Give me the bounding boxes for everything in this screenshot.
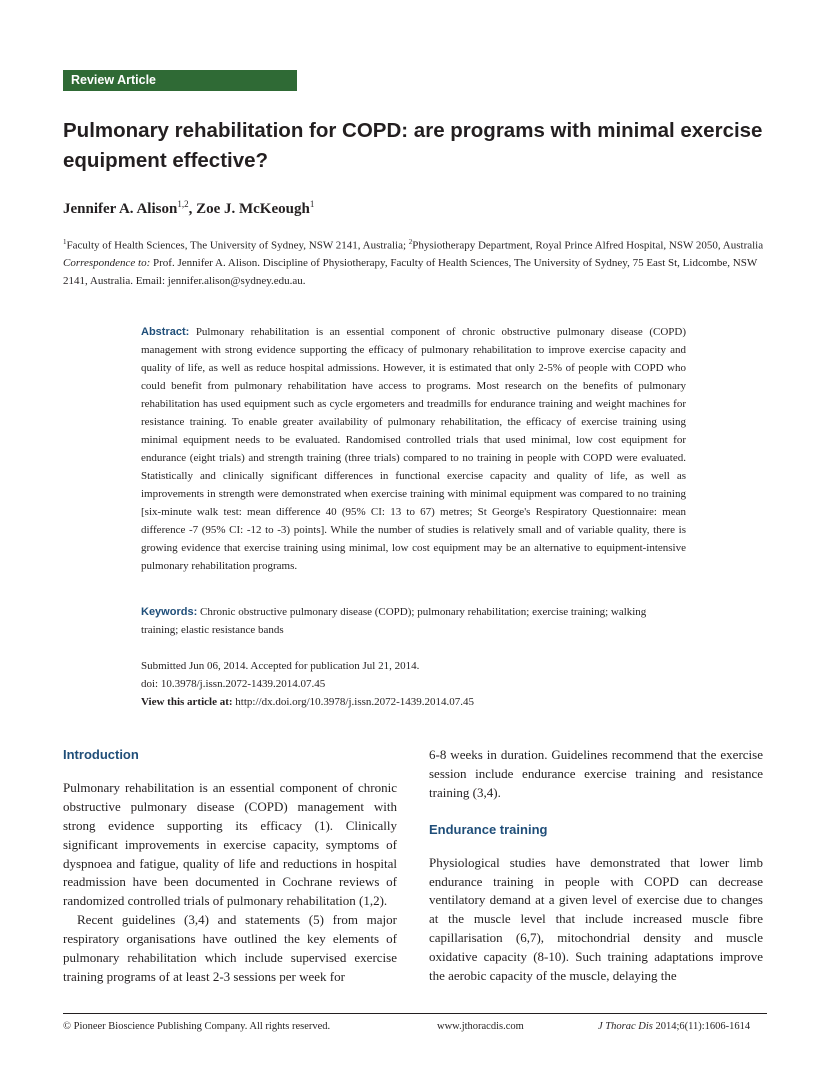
keywords-text: Chronic obstructive pulmonary disease (COPD); pulmonary rehabilitation; exercise training; walking training; elastic resistance bands bbox=[141, 606, 647, 636]
view-article-label: View this article at: bbox=[141, 696, 233, 708]
footer-divider bbox=[63, 1013, 767, 1014]
view-article-link[interactable]: http://dx.doi.org/10.3978/j.issn.2072-1439.2014.07.45 bbox=[232, 696, 475, 708]
submission-info bbox=[141, 657, 686, 711]
footer-citation bbox=[598, 1021, 750, 1032]
view-article-line bbox=[141, 693, 686, 711]
doi[interactable]: doi: 10.3978/j.issn.2072-1439.2014.07.45 bbox=[141, 678, 326, 690]
paragraph: Pulmonary rehabilitation is an essential component of chronic obstructive pulmonary disease (COPD) management with strong evidence supporting its efficacy (1). Clinically significant improvements in exercise capacity, symptoms of dyspnoea and fatigue, quality of life and reductions in hospital readmission have been documented in Cochrane reviews of randomized controlled trials of pulmonary rehabilitation (1,2). bbox=[63, 779, 397, 909]
author-separator: , bbox=[188, 201, 197, 217]
left-column bbox=[63, 746, 397, 987]
citation-details: 2014;6(11):1606-1614 bbox=[652, 1021, 751, 1032]
article-title: Pulmonary rehabilitation for COPD: are programs with minimal exercise equipment effective? bbox=[63, 119, 763, 172]
author-name[interactable]: Jennifer A. Alison bbox=[63, 201, 178, 217]
affiliation-number: 2 bbox=[408, 238, 413, 246]
article-type-badge: Review Article bbox=[63, 70, 297, 91]
keywords-label: Keywords: bbox=[141, 606, 198, 618]
section-heading-introduction: Introduction bbox=[63, 747, 139, 762]
correspondence-text[interactable]: Prof. Jennifer A. Alison. Discipline of Physiotherapy, Faculty of Health Sciences, The University of Sydney, 75 East St, Lidcombe, NSW 2141, Australia. Email: jennifer.alison@sydney.edu.au. bbox=[63, 257, 758, 287]
correspondence bbox=[63, 255, 767, 290]
paragraph: 6-8 weeks in duration. Guidelines recommend that the exercise session include endurance exercise training and resistance training (3,4). bbox=[429, 747, 763, 800]
author-name[interactable]: Zoe J. McKeough bbox=[196, 201, 310, 217]
affiliation-list bbox=[63, 234, 767, 255]
journal-name: J Thorac Dis bbox=[598, 1021, 653, 1032]
keywords bbox=[141, 603, 686, 639]
footer-copyright: © Pioneer Bioscience Publishing Company. All rights reserved. bbox=[63, 1021, 331, 1032]
abstract-text: Pulmonary rehabilitation is an essential component of chronic obstructive pulmonary disease (COPD) management with strong evidence supporting the efficacy of pulmonary rehabilitation to improve exercise capacity and quality of life, as well as reduce hospital admissions. However, it is estimated that only 2-5% of people with COPD who could benefit from pulmonary rehabilitation have access to programs. Most research on the benefits of pulmonary rehabilitation has used equipment such as cycle ergometers and treadmills for endurance training and weight machines for resistance training. To enable greater availability of pulmonary rehabilitation, the efficacy of exercise training using minimal equipment needs to be evaluated. Randomised controlled trials that used minimal, low cost equipment for endurance (eight trials) and strength training (three trials) compared to no training in people with COPD were evaluated. Statistically and clinically significant differences in functional exercise capacity and quality of life, as well as improvements in strength were demonstrated when exercise training with minimal equipment was compared to no training [six-minute walk test: mean difference 40 (95% CI: 13 to 67) metres; St George's Respiratory Questionnaire: mean difference -7 (95% CI: -12 to -3) points]. While the number of studies is relatively small and of variable quality, there is growing evidence that exercise training using minimal, low cost equipment may be an alternative to equipment-intensive pulmonary rehabilitation programs. bbox=[141, 326, 686, 572]
footer-website-link[interactable]: www.jthoracdis.com bbox=[437, 1021, 524, 1032]
abstract-label: Abstract: bbox=[141, 326, 190, 338]
right-column bbox=[429, 746, 763, 986]
affiliation-text: Physiotherapy Department, Royal Prince Alfred Hospital, NSW 2050, Australia bbox=[412, 239, 764, 252]
correspondence-label: Correspondence to: bbox=[63, 257, 151, 270]
author-affiliation-marker: 1,2 bbox=[177, 199, 189, 209]
affiliations-block bbox=[63, 234, 767, 290]
section-heading-endurance-training: Endurance training bbox=[429, 821, 548, 837]
affiliation-text: Faculty of Health Sciences, The University of Sydney, NSW 2141, Australia; bbox=[66, 239, 409, 252]
abstract bbox=[141, 323, 686, 575]
submission-dates: Submitted Jun 06, 2014. Accepted for publication Jul 21, 2014. bbox=[141, 660, 420, 672]
affiliation-number: 1 bbox=[63, 238, 67, 246]
paragraph: Recent guidelines (3,4) and statements (5) from major respiratory organisations have outlined the key elements of pulmonary rehabilitation which include supervised exercise training programs of at least 2-3 sessions per week for bbox=[63, 912, 397, 984]
paragraph: Physiological studies have demonstrated that lower limb endurance training in people with COPD can decrease ventilatory demand at a given level of exercise due to changes at the muscle level that include increased muscle fibre capillarisation (6,7), mitochondrial density and muscle oxidative capacity (8-10). Such training adaptations improve the aerobic capacity of the muscle, delaying the bbox=[429, 854, 763, 984]
author-list bbox=[63, 199, 314, 218]
author-affiliation-marker: 1 bbox=[309, 199, 315, 209]
